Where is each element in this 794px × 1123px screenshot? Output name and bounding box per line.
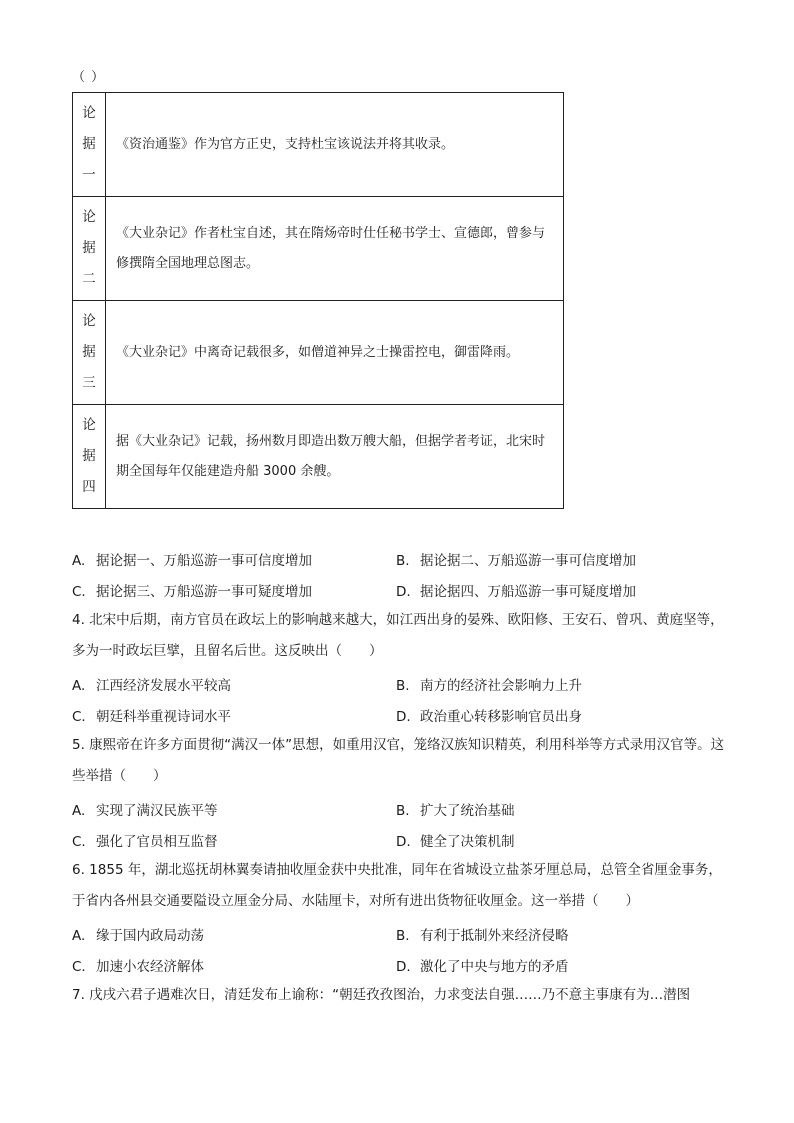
option-c: C. 据论据三、万船巡游一事可疑度增加 [72,584,312,600]
table-row [73,405,564,509]
question-7-stem: 7. 戊戌六君子遇难次日，清廷发布上谕称：“朝廷孜孜图治，力求变法自强……乃不意主事康有为…潜图 [72,987,691,1003]
option-d: D. 健全了决策机制 [396,834,515,850]
q3-options-row-2 [72,580,732,600]
answer-blank: （ ） [72,70,106,85]
option-a: A. 缘于国内政局动荡 [72,928,204,944]
q6-options-row-2 [72,955,732,975]
evidence-text: 据《大业杂记》记载，扬州数月即造出数万艘大船，但据学者考证，北宋时期全国每年仅能建造舟船 3000 余艘。 [106,405,564,509]
evidence-label: 论 据 一 [73,93,106,197]
evidence-text: 《大业杂记》中离奇记载很多，如僧道神异之士操雷控电，御雷降雨。 [106,301,564,405]
table-row [73,301,564,405]
option-b: B. 据论据二、万船巡游一事可信度增加 [396,553,636,569]
q5-options-row-2 [72,830,732,850]
q4-options-row-2 [72,705,732,725]
option-a: A. 实现了满汉民族平等 [72,803,218,819]
q6-options-row-1 [72,924,732,944]
option-d: D. 据论据四、万船巡游一事可疑度增加 [396,584,636,600]
table-row [73,197,564,301]
option-b: B. 南方的经济社会影响力上升 [396,678,582,694]
evidence-label: 论 据 三 [73,301,106,405]
option-d: D. 激化了中央与地方的矛盾 [396,959,569,975]
q3-options-row-1 [72,549,732,569]
option-b: B. 有利于抵制外来经济侵略 [396,928,569,944]
evidence-text: 《资治通鉴》作为官方正史，支持杜宝该说法并将其收录。 [106,93,564,197]
question-6-stem: 6. 1855 年，湖北巡抚胡林翼奏请抽收厘金获中央批准，同年在省城设立盐茶牙厘总局，总管全省厘金事务，于省内各州县交通要隘设立厘金分局、水陆厘卡，对所有进出货物征收厘金。这一举措（ ） [72,862,722,909]
q4-options-row-1 [72,674,732,694]
table-row [73,93,564,197]
question-5-stem: 5. 康熙帝在许多方面贯彻“满汉一体”思想，如重用汉官，笼络汉族知识精英，利用科举等方式录用汉官等。这些举措（ ） [72,737,725,784]
option-c: C. 加速小农经济解体 [72,959,204,975]
question-4-stem: 4. 北宋中后期，南方官员在政坛上的影响越来越大，如江西出身的晏殊、欧阳修、王安石、曾巩、黄庭坚等，多为一时政坛巨擘，且留名后世。这反映出（ ） [72,612,724,659]
q5-options-row-1 [72,799,732,819]
evidence-label: 论 据 二 [73,197,106,301]
evidence-text: 《大业杂记》作者杜宝自述，其在隋炀帝时仕任秘书学士、宣德郎，曾参与修撰隋全国地理总图志。 [106,197,564,301]
option-a: A. 据论据一、万船巡游一事可信度增加 [72,553,312,569]
option-d: D. 政治重心转移影响官员出身 [396,709,582,725]
evidence-table [72,92,564,509]
evidence-label: 论 据 四 [73,405,106,509]
option-c: C. 朝廷科举重视诗词水平 [72,709,231,725]
option-b: B. 扩大了统治基础 [396,803,515,819]
option-c: C. 强化了官员相互监督 [72,834,218,850]
option-a: A. 江西经济发展水平较高 [72,678,231,694]
